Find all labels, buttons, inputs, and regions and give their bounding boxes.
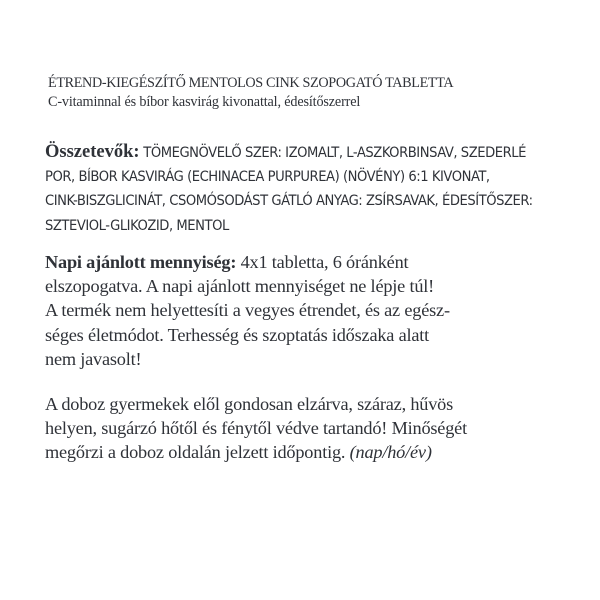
date-format-note: (nap/hó/év) (349, 442, 432, 463)
product-subtitle: C-vitaminnal és bíbor kasvirág kivonattal, édesítőszerrel (48, 94, 361, 110)
ingredients-section (45, 140, 552, 238)
product-title: ÉTREND-KIEGÉSZÍTŐ MENTOLOS CINK SZOPOGATÓ TABLETTA (48, 75, 454, 91)
storage-text-3: megőrzi a doboz oldalán jelzett időpontig. (45, 442, 350, 463)
dosage-text: 4x1 tabletta, 6 óránként (236, 252, 409, 272)
dosage-line-5: nem javasolt! (45, 348, 142, 369)
ingredients-line-2: POR, BÍBOR KASVIRÁG (ECHINACEA PURPUREA) (NÖVÉNY) 6:1 KIVONAT, (45, 168, 490, 186)
ingredients-line-3: CINK-BISZGLICINÁT, CSOMÓSODÁST GÁTLÓ ANYAG: ZSÍRSAVAK, ÉDESÍTŐSZER: (45, 192, 533, 210)
storage-line-3 (45, 440, 555, 464)
ingredients-text: TÖMEGNÖVELŐ SZER: IZOMALT, L-ASZKORBINSAV, SZEDERLÉ (139, 144, 526, 161)
storage-section (45, 392, 555, 465)
ingredients-line-4: SZTEVIOL-GLIKOZID, MENTOL (45, 216, 229, 234)
dosage-label: Napi ajánlott mennyiség: (45, 252, 237, 272)
dosage-line-2: elszopogatva. A napi ajánlott mennyiséget ne lépje túl! (45, 276, 435, 297)
storage-line-1: A doboz gyermekek elől gondosan elzárva, száraz, hűvös (45, 394, 453, 414)
dosage-line-1 (45, 250, 555, 274)
dosage-line-4: séges életmódot. Terhesség és szoptatás időszaka alatt (45, 324, 430, 345)
ingredients-line-1 (45, 140, 552, 165)
storage-line-2: helyen, sugárzó hőtől és fénytől védve tartandó! Minőségét (45, 418, 467, 439)
dosage-section (45, 250, 555, 371)
dosage-line-3: A termék nem helyettesíti a vegyes étrendet, és az egész- (45, 300, 450, 321)
ingredients-label: Összetevők: (45, 142, 140, 162)
